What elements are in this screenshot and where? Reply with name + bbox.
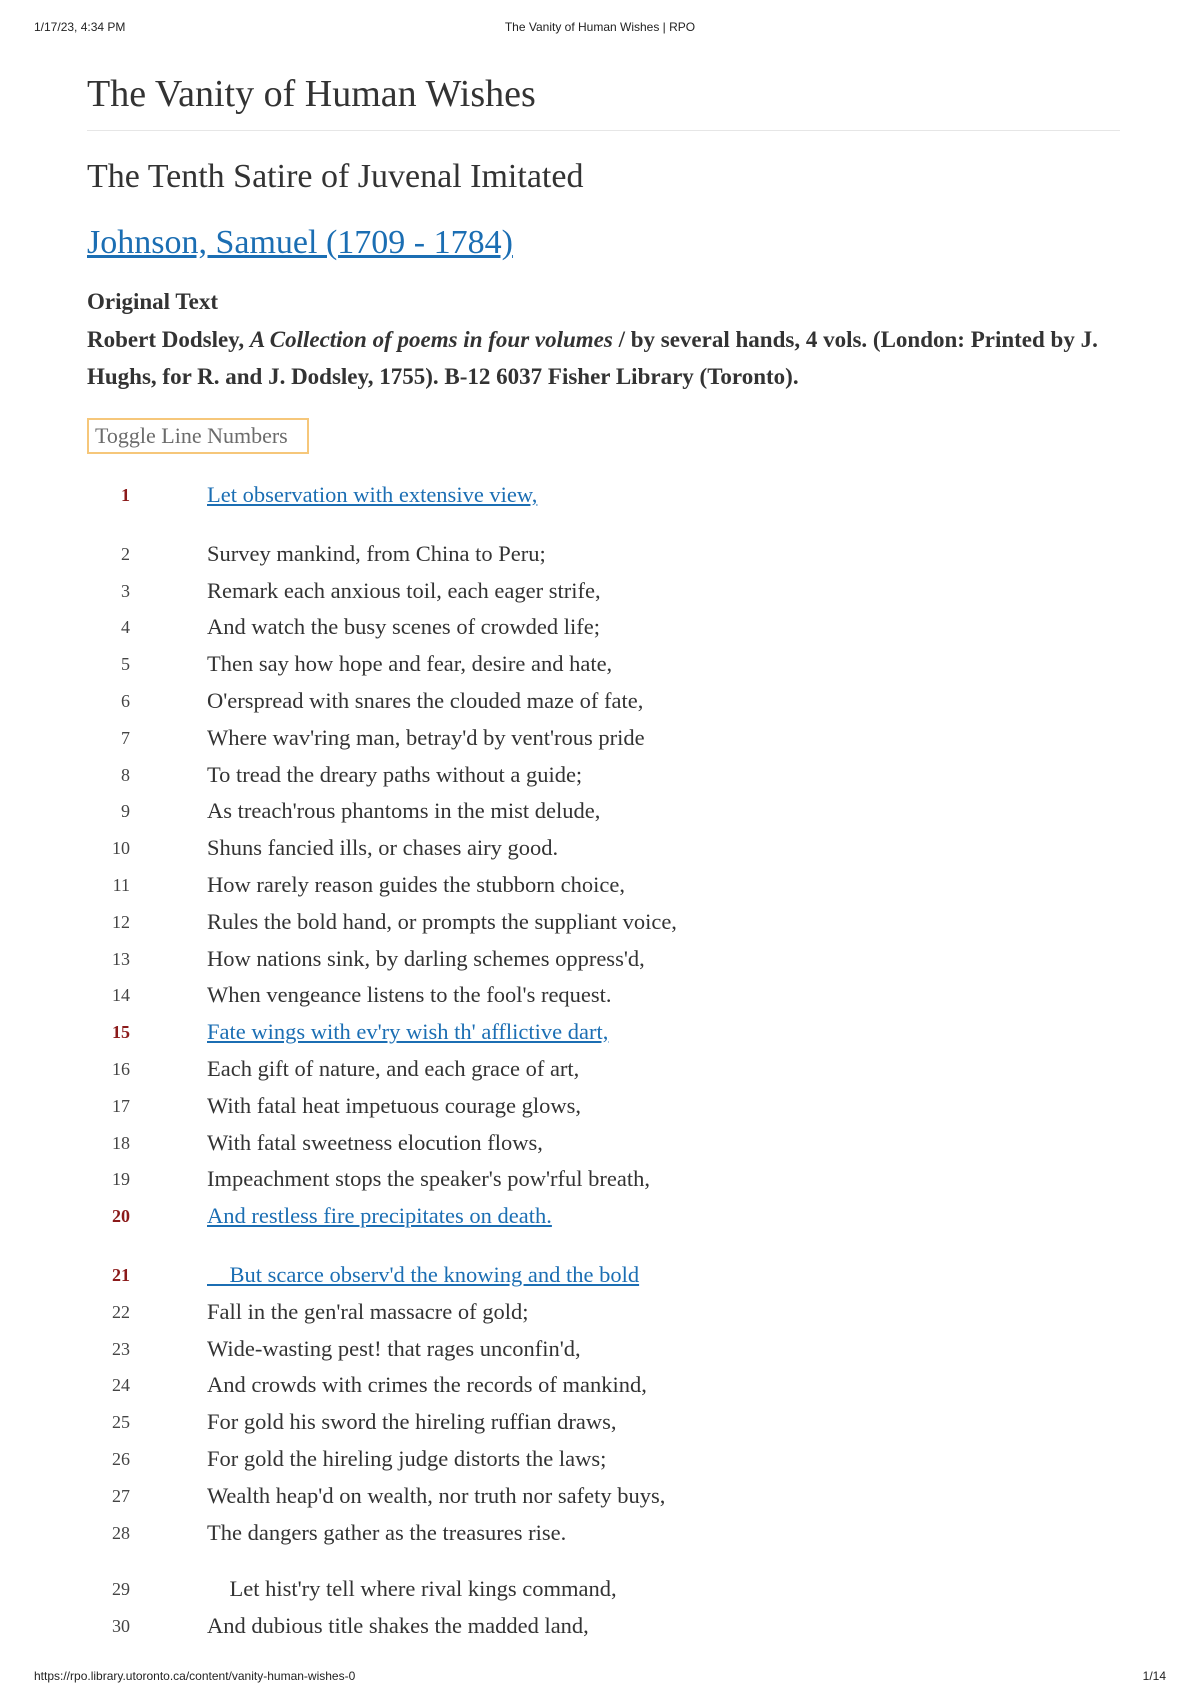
poem-line (0, 1162, 1200, 1196)
line-text: For gold his sword the hireling ruffian draws, (207, 1409, 617, 1434)
line-number: 17 (112, 1096, 130, 1116)
poem-line (0, 1572, 1200, 1606)
line-number: 16 (112, 1059, 130, 1079)
poem-subtitle: The Tenth Satire of Juvenal Imitated (87, 158, 584, 195)
print-page-indicator: 1/14 (1142, 1669, 1166, 1683)
line-text: Where wav'ring man, betray'd by vent'rous pride (207, 725, 645, 750)
citation-details: / by several hands, 4 vols. (London: Printed by J. Hughs, for R. and J. Dodsley, 1755). B-12 6037 Fisher Library (Toronto). (87, 327, 1098, 389)
main-content (87, 68, 1120, 395)
line-text: Fall in the gen'ral massacre of gold; (207, 1299, 529, 1324)
line-number: 3 (121, 581, 130, 601)
line-text: O'erspread with snares the clouded maze of fate, (207, 688, 644, 713)
line-text: With fatal heat impetuous courage glows, (207, 1093, 581, 1118)
line-number: 25 (112, 1412, 130, 1432)
poem-line[interactable] (0, 1199, 1200, 1233)
poem-line (0, 831, 1200, 865)
poem-line (0, 1126, 1200, 1160)
line-number: 14 (112, 985, 130, 1005)
poem-line (0, 1442, 1200, 1476)
poem-line[interactable] (0, 1258, 1200, 1292)
line-text: And crowds with crimes the records of mankind, (207, 1372, 647, 1397)
print-page-title: The Vanity of Human Wishes | RPO (504, 20, 696, 34)
poem-line (0, 1089, 1200, 1123)
line-number: 4 (121, 617, 130, 637)
line-number: 12 (112, 912, 130, 932)
line-number: 22 (112, 1302, 130, 1322)
line-number: 11 (112, 875, 130, 895)
line-text: Shuns fancied ills, or chases airy good. (207, 835, 559, 860)
page-title: The Vanity of Human Wishes (87, 68, 1120, 131)
poem-line (0, 610, 1200, 644)
line-number: 8 (121, 765, 130, 785)
original-text-heading: Original Text (87, 289, 218, 314)
line-number: 6 (121, 691, 130, 711)
line-text: When vengeance listens to the fool's request. (207, 982, 612, 1007)
print-datetime: 1/17/23, 4:34 PM (34, 20, 126, 34)
original-text-citation (87, 321, 1120, 395)
poem-line (0, 942, 1200, 976)
print-footer (34, 1669, 1166, 1685)
author-link[interactable]: Johnson, Samuel (1709 - 1784) (87, 224, 513, 261)
toggle-line-numbers-button[interactable]: Toggle Line Numbers (87, 418, 309, 454)
annotated-line-link[interactable]: And restless fire precipitates on death. (207, 1203, 552, 1228)
line-number: 28 (112, 1523, 130, 1543)
line-number: 15 (112, 1022, 130, 1042)
poem-line (0, 721, 1200, 755)
poem-line (0, 978, 1200, 1012)
poem-line (0, 1479, 1200, 1513)
line-number: 19 (112, 1169, 130, 1189)
line-number: 18 (112, 1133, 130, 1153)
line-number: 20 (112, 1206, 130, 1226)
line-text: How rarely reason guides the stubborn choice, (207, 872, 625, 897)
poem-line[interactable] (0, 1015, 1200, 1049)
line-number: 7 (121, 728, 130, 748)
line-text: Each gift of nature, and each grace of art, (207, 1056, 580, 1081)
line-text: To tread the dreary paths without a guide; (207, 762, 583, 787)
poem-line (0, 574, 1200, 608)
line-number: 27 (112, 1486, 130, 1506)
line-text: As treach'rous phantoms in the mist delude, (207, 798, 601, 823)
annotated-line-link[interactable]: Fate wings with ev'ry wish th' afflictive dart, (207, 1019, 609, 1044)
line-text: Survey mankind, from China to Peru; (207, 541, 546, 566)
poem-line (0, 1332, 1200, 1366)
line-number: 5 (121, 654, 130, 674)
line-text: Rules the bold hand, or prompts the suppliant voice, (207, 909, 677, 934)
line-number: 26 (112, 1449, 130, 1469)
poem-line (0, 684, 1200, 718)
print-header (34, 20, 1166, 36)
line-text: Impeachment stops the speaker's pow'rful breath, (207, 1166, 650, 1191)
line-text: And dubious title shakes the madded land, (207, 1613, 589, 1638)
line-number: 9 (121, 801, 130, 821)
poem-line (0, 758, 1200, 792)
poem-line (0, 1052, 1200, 1086)
line-text: With fatal sweetness elocution flows, (207, 1130, 543, 1155)
line-text: For gold the hireling judge distorts the laws; (207, 1446, 607, 1471)
citation-author: Robert Dodsley, (87, 327, 250, 352)
line-text: Then say how hope and fear, desire and hate, (207, 651, 613, 676)
line-number: 2 (121, 544, 130, 564)
poem-line (0, 1295, 1200, 1329)
line-text: Remark each anxious toil, each eager strife, (207, 578, 601, 603)
poem-line[interactable] (0, 478, 1200, 512)
poem-line (0, 1516, 1200, 1550)
poem-line (0, 794, 1200, 828)
line-number: 23 (112, 1339, 130, 1359)
line-number: 24 (112, 1375, 130, 1395)
line-text: And watch the busy scenes of crowded life; (207, 614, 601, 639)
print-url: https://rpo.library.utoronto.ca/content/vanity-human-wishes-0 (34, 1669, 356, 1683)
citation-title: A Collection of poems in four volumes (249, 327, 613, 352)
line-number: 13 (112, 949, 130, 969)
line-text: Let hist'ry tell where rival kings command, (207, 1576, 617, 1601)
line-number: 1 (121, 485, 130, 505)
poem-line (0, 1405, 1200, 1439)
line-text: How nations sink, by darling schemes oppress'd, (207, 946, 645, 971)
poem-line (0, 537, 1200, 571)
poem-line (0, 1609, 1200, 1643)
line-number: 29 (112, 1579, 130, 1599)
poem-line (0, 868, 1200, 902)
annotated-line-link[interactable]: Let observation with extensive view, (207, 482, 538, 507)
poem-line (0, 647, 1200, 681)
line-number: 30 (112, 1616, 130, 1636)
line-number: 10 (112, 838, 130, 858)
annotated-line-link[interactable]: But scarce observ'd the knowing and the bold (207, 1262, 640, 1287)
poem-line (0, 905, 1200, 939)
line-number: 21 (112, 1265, 130, 1285)
line-text: The dangers gather as the treasures rise. (207, 1520, 567, 1545)
line-text: Wealth heap'd on wealth, nor truth nor safety buys, (207, 1483, 666, 1508)
line-text: Wide-wasting pest! that rages unconfin'd, (207, 1336, 581, 1361)
poem-line (0, 1368, 1200, 1402)
